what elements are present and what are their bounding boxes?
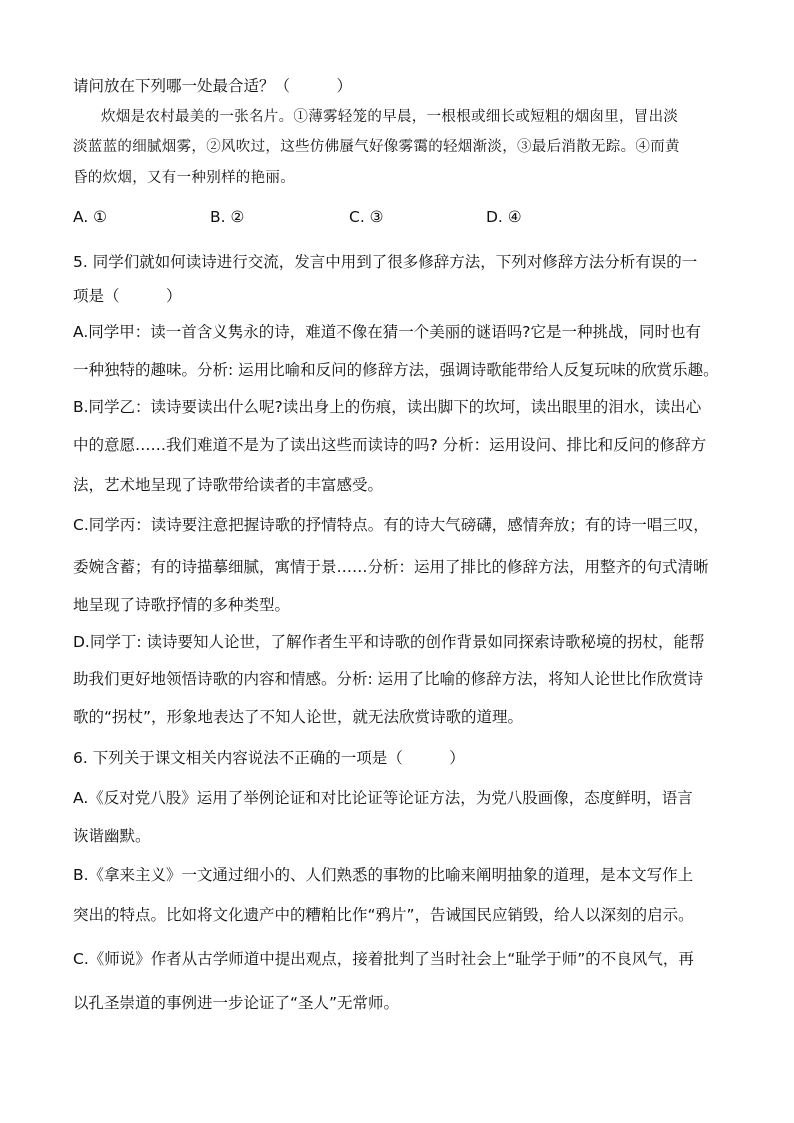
q5-option-d-line: 歌的“拐杖”，形象地表达了不知人论世，就无法欣赏诗歌的道理。 (73, 708, 524, 726)
q4-option-c: C. ③ (349, 208, 384, 226)
q6-option-c-line: C.《师说》作者从古学师道中提出观点，接着批判了当时社会上“耻学于师”的不良风气，再 (73, 950, 694, 968)
q4-option-b: B. ② (210, 208, 245, 226)
q5-option-c-line: C.同学丙：读诗要注意把握诗歌的抒情特点。有的诗大气磅礴，感情奔放；有的诗一唱三叹， (73, 516, 709, 534)
q4-stem: 请问放在下列哪一处最合适？（ ） (73, 77, 353, 95)
q4-passage-line: 炊烟是农村最美的一张名片。①薄雾轻笼的早晨，一根根或细长或短粗的烟囱里，冒出淡 (101, 109, 679, 125)
q5-option-d-line: 助我们更好地领悟诗歌的内容和情感。分析: 运用了比喻的修辞方法，将知人论世比作欣赏诗 (73, 670, 704, 688)
q5-option-a-line: A.同学甲：读一首含义隽永的诗，难道不像在猜一个美丽的谜语吗?它是一种挑战，同时也有 (73, 323, 701, 341)
q6-option-c-line: 以孔圣崇道的事例进一步论证了“圣人”无常师。 (73, 994, 400, 1012)
q4-option-d: D. ④ (486, 208, 522, 226)
q5-stem-line: 5. 同学们就如何读诗进行交流，发言中用到了很多修辞方法，下列对修辞方法分析有误的一 (73, 253, 698, 271)
q6-option-a-line: 诙谐幽默。 (73, 827, 151, 845)
q5-option-a-line: 一种独特的趣味。分析: 运用比喻和反问的修辞方法，强调诗歌能带给人反复玩味的欣赏乐趣。 (73, 361, 719, 379)
q5-option-d-line: D.同学丁: 读诗要知人论世，了解作者生平和诗歌的创作背景如同探索诗歌秘境的拐杖，能帮 (73, 633, 705, 651)
q4-passage-line: 昏的炊烟，又有一种别样的艳丽。 (73, 170, 295, 186)
q5-option-b-line: B.同学乙：读诗要读出什么呢?读出身上的伤痕，读出脚下的坎坷，读出眼里的泪水，读出心 (73, 398, 702, 416)
q5-option-b-line: 中的意愿……我们难道不是为了读出这些而读诗的吗? 分析：运用设问、排比和反问的修辞方 (73, 436, 707, 454)
q6-option-b-line: B.《拿来主义》一文通过细小的、人们熟悉的事物的比喻来阐明抽象的道理，是本文写作上 (73, 866, 694, 884)
q5-option-c-line: 地呈现了诗歌抒情的多种类型。 (73, 596, 291, 614)
q6-stem: 6. 下列关于课文相关内容说法不正确的一项是（ ） (73, 749, 465, 767)
q4-passage-line: 淡蓝蓝的细腻烟雾，②风吹过，这些仿佛蜃气好像雾霭的轻烟渐淡，③最后消散无踪。④而黄 (73, 139, 680, 155)
q4-option-a: A. ① (73, 208, 108, 226)
q5-option-c-line: 委婉含蓄；有的诗描摹细腻，寓情于景……分析：运用了排比的修辞方法，用整齐的句式清晰 (73, 558, 709, 576)
q5-option-b-line: 法，艺术地呈现了诗歌带给读者的丰富感受。 (73, 476, 384, 494)
q5-stem-line: 项是（ ） (73, 287, 182, 305)
q4-options (73, 206, 586, 228)
q6-option-a-line: A.《反对党八股》运用了举例论证和对比论证等论证方法，为党八股画像，态度鲜明，语言 (73, 789, 693, 807)
q6-option-b-line: 突出的特点。比如将文化遗产中的糟粕比作“鸦片”，告诫国民应销毁，给人以深刻的启示。 (73, 906, 694, 924)
